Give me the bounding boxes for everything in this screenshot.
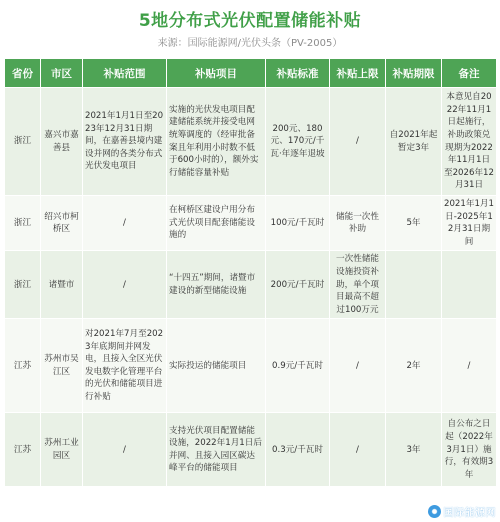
- header-standard: 补贴标准: [266, 59, 330, 88]
- cell-project: 支持光伏项目配置储能设施，2022年1月1日后并网、且接入园区碳达峰平台的储能项目: [167, 413, 266, 487]
- cell-standard: 0.3元/千瓦时: [266, 413, 330, 487]
- header-note: 备注: [442, 59, 497, 88]
- cell-scope: /: [83, 196, 167, 251]
- cell-period: 3年: [386, 413, 442, 487]
- cell-note: 自公布之日起（2022年3月1日）施行，有效期3年: [442, 413, 497, 487]
- cell-limit: /: [330, 88, 386, 196]
- source-caption: 来源：国际能源网/光伏头条（PV-2005）: [157, 38, 343, 49]
- cell-standard: 200元、180元、170元/千瓦·年逐年退坡: [266, 88, 330, 196]
- cell-period: 自2021年起暂定3年: [386, 88, 442, 196]
- cell-city: 苏州市吴江区: [41, 319, 83, 413]
- subsidy-table: [4, 58, 497, 487]
- cell-city: 诸暨市: [41, 251, 83, 319]
- table-row: [5, 413, 497, 487]
- table-row: [5, 319, 497, 413]
- header-scope: 补贴范围: [83, 59, 167, 88]
- cell-standard: 200元/千瓦时: [266, 251, 330, 319]
- watermark-logo: [410, 502, 496, 520]
- header-project: 补贴项目: [167, 59, 266, 88]
- cell-standard: 0.9元/千瓦时: [266, 319, 330, 413]
- page-title: 5地分布式光伏配置储能补贴: [138, 11, 362, 31]
- cell-scope: 2021年1月1日至2023年12月31日期间，在嘉善县境内建设并网的各类分布式光伏发电项目: [83, 88, 167, 196]
- cell-note: 2021年1月1日-2025年12月31日期间: [442, 196, 497, 251]
- cell-scope: /: [83, 251, 167, 319]
- cell-limit: 储能一次性补助: [330, 196, 386, 251]
- header-province: 省份: [5, 59, 41, 88]
- cell-period: [386, 251, 442, 319]
- cell-city: 苏州工业园区: [41, 413, 83, 487]
- table-row: [5, 251, 497, 319]
- cell-province: 江苏: [5, 319, 41, 413]
- header-limit: 补贴上限: [330, 59, 386, 88]
- cell-city: 嘉兴市嘉善县: [41, 88, 83, 196]
- cell-note: /: [442, 319, 497, 413]
- watermark-text: 国际能源网: [443, 507, 496, 519]
- cell-note: [442, 251, 497, 319]
- cell-project: 在柯桥区建设户用分布式光伏项目配套储能设施的: [167, 196, 266, 251]
- table-header-row: [5, 59, 497, 88]
- cell-province: 浙江: [5, 251, 41, 319]
- cell-province: 江苏: [5, 413, 41, 487]
- cell-limit: /: [330, 413, 386, 487]
- cell-limit: /: [330, 319, 386, 413]
- cell-province: 浙江: [5, 196, 41, 251]
- cell-project: 实施的光伏发电项目配建储能系统并接受电网统筹调度的（经审批备案且年利用小时数不低于600小时的），额外实行储能容量补贴: [167, 88, 266, 196]
- cell-period: 2年: [386, 319, 442, 413]
- table-row: [5, 196, 497, 251]
- cell-project: “十四五”期间，诸暨市建设的新型储能设施: [167, 251, 266, 319]
- cell-standard: 100元/千瓦时: [266, 196, 330, 251]
- cell-scope: 对2021年7月至2023年底期间并网发电，且接入全区光伏发电数字化管理平台的光伏和储能项目进行补贴: [83, 319, 167, 413]
- cell-scope: /: [83, 413, 167, 487]
- cell-note: 本意见自2022年11月1日起施行，补助政策兑现期为2022年11月1日至2026年12月31日: [442, 88, 497, 196]
- table-row: [5, 88, 497, 196]
- logo-icon: [428, 505, 441, 518]
- cell-limit: 一次性储能设施投资补助，单个项目最高不超过100万元: [330, 251, 386, 319]
- header-period: 补贴期限: [386, 59, 442, 88]
- cell-period: 5年: [386, 196, 442, 251]
- cell-project: 实际投运的储能项目: [167, 319, 266, 413]
- header-city: 市区: [41, 59, 83, 88]
- cell-province: 浙江: [5, 88, 41, 196]
- cell-city: 绍兴市柯桥区: [41, 196, 83, 251]
